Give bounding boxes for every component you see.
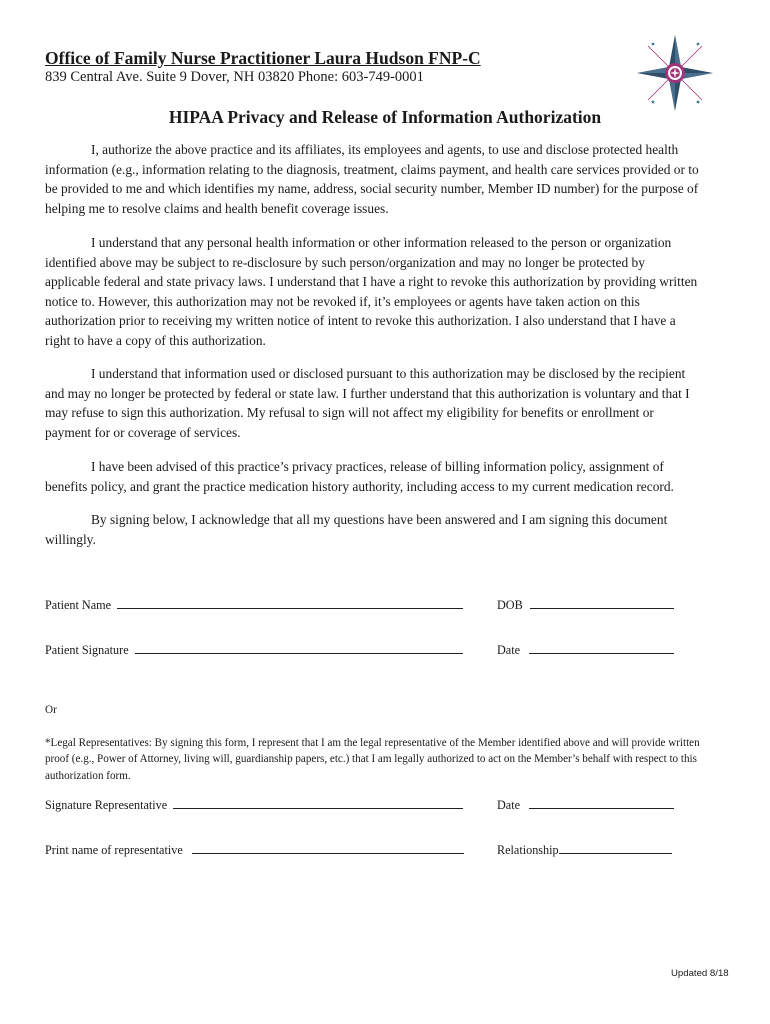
privacy-practices-paragraph: [45, 457, 725, 496]
dob-field[interactable]: [530, 597, 674, 609]
authorization-paragraph: [45, 140, 725, 218]
print-name-field[interactable]: [192, 842, 464, 854]
compass-star-icon: [634, 32, 716, 114]
paragraph-line: and may no longer be protected by federal or state law. I further understand that this authorization is voluntary and that I: [45, 385, 690, 401]
patient-signature-field[interactable]: [135, 642, 463, 654]
paragraph-line: information (e.g., information relating to the diagnosis, treatment, claims payment, and health care services provided or to: [45, 161, 699, 177]
date-field-2[interactable]: [529, 797, 674, 809]
patient-name-field[interactable]: [117, 597, 463, 609]
date-row-2: [497, 797, 674, 813]
paragraph-line: helping me to resolve claims and health benefit coverage issues.: [45, 200, 389, 216]
paragraph-line: payment for or coverage of services.: [45, 424, 241, 440]
voluntary-paragraph: [45, 364, 725, 442]
paragraph-line: may refuse to sign this authorization. My refusal to sign will not affect my eligibility for benefits or enrollment or: [45, 405, 654, 421]
patient-name-row: [45, 597, 463, 613]
legal-line: proof (e.g., Power of Attorney, living will, guardianship papers, etc.) that I am legally authorized to act on the Member’s behalf with respect to this: [45, 753, 697, 766]
legal-line: *Legal Representatives: By signing this form, I represent that I am the legal representative of the Member identified above and will provide written: [45, 737, 700, 749]
office-title: Office of Family Nurse Practitioner Laura Hudson FNP-C: [45, 48, 481, 68]
dob-row: [497, 597, 674, 613]
legal-representatives-note: [45, 735, 725, 784]
relationship-label: Relationship: [497, 843, 559, 857]
relationship-field[interactable]: [559, 842, 672, 854]
signature-representative-field[interactable]: [173, 797, 463, 809]
paragraph-line: be provided to me and which identifies my name, address, social security number, Member ID number) for the purpose of: [45, 181, 699, 197]
redisclosure-paragraph: [45, 233, 725, 351]
paragraph-line: authorization prior to receiving my written notice of intent to revoke this authorization. I also understand that I have a: [45, 313, 676, 329]
document-title: HIPAA Privacy and Release of Information Authorization: [168, 107, 602, 127]
date-field-1[interactable]: [529, 642, 674, 654]
paragraph-line: I have been advised of this practice’s privacy practices, release of billing information policy, assignment of: [91, 459, 664, 474]
print-name-row: [45, 842, 464, 858]
acknowledgement-paragraph: [45, 510, 725, 549]
signature-representative-label: Signature Representative: [45, 798, 168, 812]
paragraph-line: willingly.: [45, 531, 96, 547]
updated-date: Updated 8/18: [671, 968, 729, 979]
patient-name-label: Patient Name: [45, 598, 111, 612]
or-text: Or: [45, 704, 57, 716]
office-address: 839 Central Ave. Suite 9 Dover, NH 03820 Phone: 603-749-0001: [45, 69, 424, 85]
print-name-label: Print name of representative: [45, 843, 183, 857]
paragraph-line: notice to. However, this authorization may not be revoked if, it’s employees or agents have taken action on this: [45, 293, 640, 309]
date-label: Date: [497, 643, 521, 657]
paragraph-line: applicable federal and state privacy laws. I understand that I have a right to revoke this authorization by providing written: [45, 274, 698, 290]
date-label: Date: [497, 798, 521, 812]
relationship-row: [497, 842, 672, 858]
patient-signature-label: Patient Signature: [45, 643, 129, 657]
date-row-1: [497, 642, 674, 658]
dob-label: DOB: [497, 598, 523, 612]
paragraph-line: identified above may be subject to re-disclosure by such person/organization and may no longer be protected by: [45, 254, 645, 270]
paragraph-line: By signing below, I acknowledge that all my questions have been answered and I am signing this document: [91, 512, 668, 527]
paragraph-line: I understand that information used or disclosed pursuant to this authorization may be disclosed by the recipient: [91, 366, 686, 381]
legal-line: authorization form.: [45, 769, 131, 782]
patient-signature-row: [45, 642, 463, 658]
paragraph-line: benefits policy, and grant the practice medication history authority, including access to my current medication record.: [45, 478, 674, 494]
paragraph-line: I, authorize the above practice and its affiliates, its employees and agents, to use and disclose protected health: [91, 142, 679, 157]
paragraph-line: right to have a copy of this authorization.: [45, 332, 266, 348]
paragraph-line: I understand that any personal health information or other information released to the person or organization: [91, 235, 672, 250]
signature-representative-row: [45, 797, 463, 813]
